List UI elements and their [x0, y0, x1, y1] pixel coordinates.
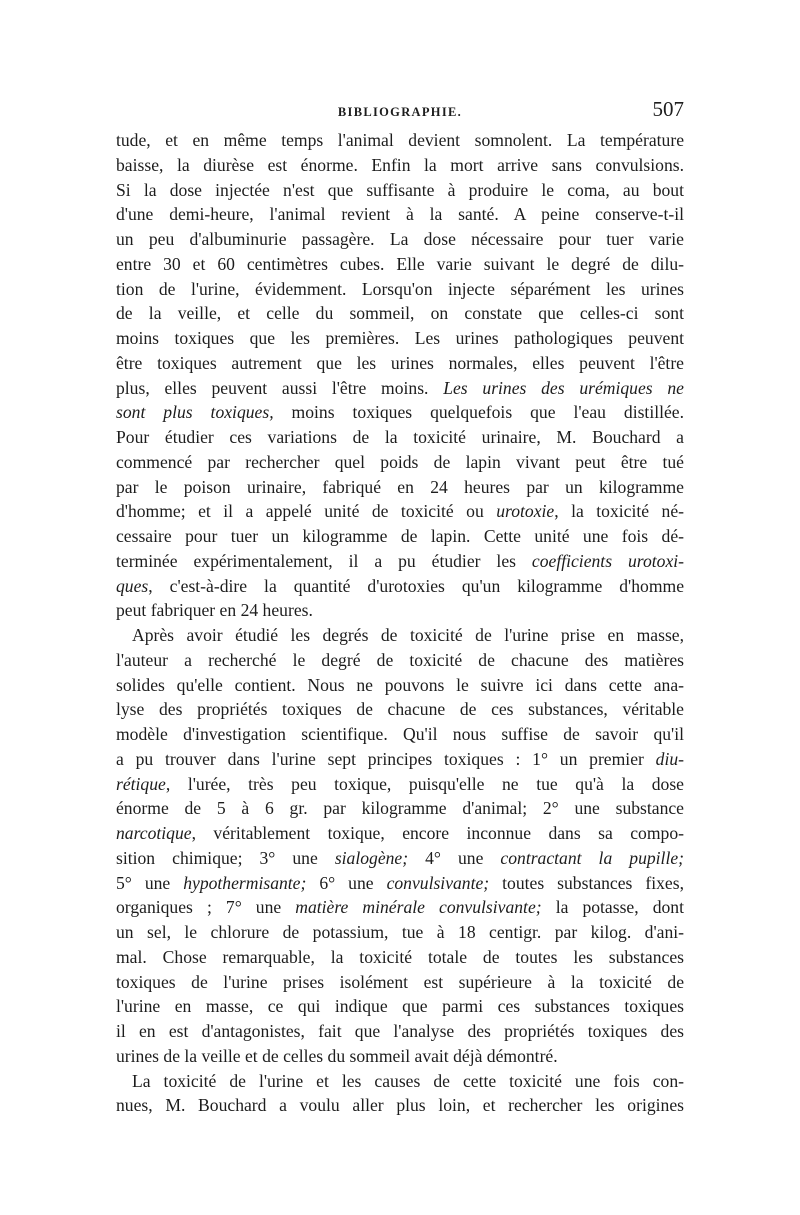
text-line — [116, 1044, 684, 1069]
italic-text: coefficients urotoxi- — [531, 550, 684, 571]
text-line — [116, 796, 684, 821]
text-line — [116, 252, 684, 277]
page-number: 507 — [652, 97, 684, 121]
text-line — [116, 1093, 684, 1118]
text-segment: énorme de 5 à 6 gr. par kilogramme d'animal; 2° une substance — [116, 798, 684, 819]
text-segment: lyse des propriétés toxiques de chacune de ces substances, véritable — [116, 699, 684, 720]
text-line — [116, 153, 684, 178]
body-text — [116, 128, 684, 1118]
text-line — [116, 277, 684, 302]
italic-text: contractant la pupille; — [500, 847, 684, 868]
text-segment: de la veille, et celle du sommeil, on constate que celles-ci sont — [116, 303, 684, 324]
text-segment: la potasse, dont — [541, 897, 684, 918]
text-segment: plus, elles peuvent aussi l'être moins. — [116, 377, 444, 398]
text-line — [116, 673, 684, 698]
text-line — [116, 920, 684, 945]
italic-text: rétique — [116, 773, 166, 794]
text-segment: Pour étudier ces variations de la toxicité urinaire, M. Bouchard a — [116, 427, 684, 447]
text-segment: modèle d'investigation scientifique. Qu'il nous suffise de savoir qu'il — [116, 724, 684, 744]
text-line — [116, 475, 684, 500]
italic-text: Les urines des urémiques ne — [443, 377, 684, 398]
text-segment: il en est d'antagonistes, fait que l'analyse des propriétés toxiques des — [116, 1021, 684, 1041]
text-segment: d'une demi-heure, l'animal revient à la santé. A peine conserve-t-il — [116, 204, 684, 225]
text-segment: a pu trouver dans l'urine sept principes toxiques : 1° un premier — [116, 748, 656, 769]
text-segment: organiques ; 7° une — [116, 897, 296, 918]
text-segment: , véritablement toxique, encore inconnue dans sa compo- — [191, 823, 684, 843]
italic-text: convulsivante; — [386, 872, 490, 893]
text-line — [116, 846, 684, 871]
italic-text: matière minérale convulsivante; — [295, 897, 542, 918]
text-segment: tude, et en même temps l'animal devient somnolent. La température — [116, 130, 684, 150]
text-segment: Après avoir étudié les degrés de toxicité de l'urine prise en masse, — [132, 625, 684, 645]
text-line — [116, 351, 684, 376]
text-segment: un peu d'albuminurie passagère. La dose nécessaire pour tuer varie — [116, 229, 684, 249]
text-line — [116, 648, 684, 673]
italic-text: diu- — [655, 748, 684, 769]
text-segment: La toxicité de l'urine et les causes de cette toxicité une fois con- — [132, 1070, 684, 1091]
text-segment: baisse, la diurèse est énorme. Enfin la mort arrive sans convulsions. — [116, 154, 684, 175]
text-segment: toxiques de l'urine prises isolément est supérieure à la toxicité de — [116, 971, 684, 992]
text-segment: être toxiques autrement que les urines normales, elles peuvent l'être — [116, 352, 684, 373]
text-line — [116, 772, 684, 797]
text-line — [116, 450, 684, 475]
text-line — [116, 326, 684, 351]
text-segment: par le poison urinaire, fabriqué en 24 heures par un kilogramme — [116, 476, 684, 497]
text-line — [116, 623, 684, 648]
text-line — [116, 178, 684, 203]
text-line — [116, 598, 684, 623]
text-segment: d'homme; et il a appelé unité de toxicité ou — [116, 501, 497, 522]
text-segment: 6° une — [306, 872, 387, 893]
text-line — [116, 1019, 684, 1044]
text-line — [116, 227, 684, 252]
text-line — [116, 970, 684, 995]
italic-text: sialogène; — [334, 847, 409, 868]
text-line — [116, 301, 684, 326]
running-head — [116, 97, 684, 125]
italic-text: narcotique — [116, 823, 192, 843]
text-line — [116, 400, 684, 425]
italic-text: sont plus toxiques, — [116, 402, 274, 423]
text-line — [116, 722, 684, 747]
text-segment: l'auteur a recherché le degré de toxicité de chacune des matières — [116, 649, 684, 670]
text-line — [116, 1069, 684, 1094]
text-line — [116, 994, 684, 1019]
text-segment: urines de la veille et de celles du sommeil avait déjà démontré. — [116, 1045, 558, 1066]
text-segment: Si la dose injectée n'est que suffisante à produire le coma, au bout — [116, 179, 684, 200]
text-segment: commencé par rechercher quel poids de lapin vivant peut être tué — [116, 451, 684, 472]
text-segment: mal. Chose remarquable, la toxicité totale de toutes les substances — [116, 946, 684, 967]
text-line — [116, 871, 684, 896]
text-line — [116, 821, 684, 846]
text-segment: , l'urée, très peu toxique, puisqu'elle ne tue qu'à la dose — [165, 773, 684, 794]
text-line — [116, 945, 684, 970]
text-segment: , c'est-à-dire la quantité d'urotoxies qu'un kilogramme d'homme — [148, 575, 684, 596]
text-segment: l'urine en masse, ce qui indique que parmi ces substances toxiques — [116, 996, 684, 1017]
text-line — [116, 574, 684, 599]
running-title: BIBLIOGRAPHIE. — [337, 105, 463, 119]
text-line — [116, 549, 684, 574]
italic-text: hypothermisante; — [183, 872, 307, 893]
text-segment: , la toxicité né- — [554, 501, 684, 522]
text-segment: cessaire pour tuer un kilogramme de lapin. Cette unité une fois dé- — [116, 526, 684, 546]
text-line — [116, 425, 684, 450]
italic-text: ques — [116, 575, 149, 596]
text-segment: 5° une — [116, 872, 184, 893]
text-segment: toutes substances fixes, — [489, 872, 684, 893]
text-line — [116, 128, 684, 153]
text-line — [116, 697, 684, 722]
text-segment: nues, M. Bouchard a voulu aller plus loin, et rechercher les origines — [116, 1095, 684, 1116]
text-line — [116, 524, 684, 549]
text-line — [116, 202, 684, 227]
text-segment: peut fabriquer en 24 heures. — [116, 600, 313, 621]
text-line — [116, 499, 684, 524]
text-line — [116, 376, 684, 401]
text-segment: tion de l'urine, évidemment. Lorsqu'on injecte séparément les urines — [116, 278, 684, 299]
text-segment: solides qu'elle contient. Nous ne pouvons le suivre ici dans cette ana- — [116, 674, 684, 695]
text-segment: un sel, le chlorure de potassium, tue à 18 centigr. par kilog. d'ani- — [116, 922, 684, 942]
text-line — [116, 747, 684, 772]
text-segment: 4° une — [408, 847, 501, 868]
text-segment: terminée expérimentalement, il a pu étudier les — [116, 550, 532, 571]
text-segment: sition chimique; 3° une — [116, 847, 335, 868]
italic-text: urotoxie — [496, 501, 555, 522]
text-segment: entre 30 et 60 centimètres cubes. Elle varie suivant le degré de dilu- — [116, 253, 684, 274]
text-segment: moins toxiques que les premières. Les urines pathologiques peuvent — [116, 328, 684, 348]
text-segment: moins toxiques quelquefois que l'eau distillée. — [273, 402, 684, 423]
text-line — [116, 895, 684, 920]
